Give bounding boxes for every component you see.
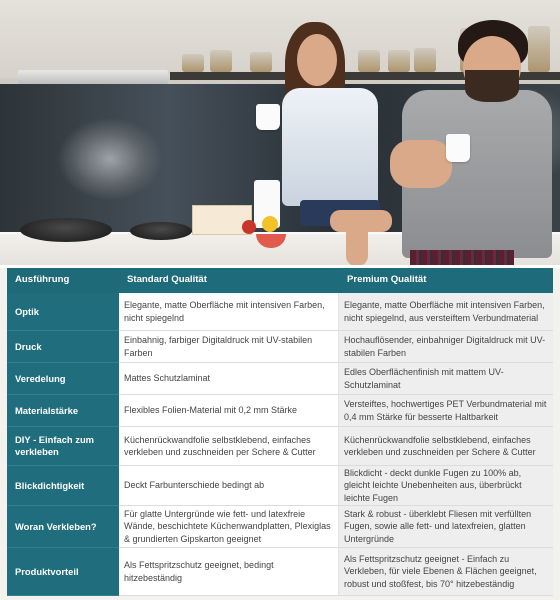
spice-jar [414, 48, 436, 72]
tomato [242, 220, 256, 234]
coffee-mug [446, 134, 470, 162]
premium-blickdichtigkeit: Blickdicht - deckt dunkle Fugen zu 100% ab, gleicht leichte Unebenheiten aus, überbrückt leichte Fugen [339, 466, 553, 506]
kitchen-photo [0, 0, 560, 268]
premium-diy: Küchenrückwandfolie selbstklebend, einfaches verkleben und zuschneiden per Schere & Cutter [339, 427, 553, 466]
spice-jar [358, 50, 380, 72]
standard-produktvorteil: Als Fettspritzschutz geeignet, bedingt hitzebeständig [119, 548, 339, 596]
premium-produktvorteil: Als Fettspritzschutz geeignet - Einfach zu Verkleben, für viele Ebenen & Flächen geeignet, robust und stoßfest, bis 70° hitzebeständig [339, 548, 553, 596]
standard-optik: Elegante, matte Oberfläche mit intensiven Farben, nicht spiegelnd [119, 293, 339, 331]
row-label-blickdichtigkeit: Blickdichtigkeit [7, 466, 119, 506]
pepper [262, 216, 278, 232]
standard-blickdichtigkeit: Deckt Farbunterschiede bedingt ab [119, 466, 339, 506]
row-label-diy: DIY - Einfach zum verkleben [7, 427, 119, 466]
spice-jar [210, 50, 232, 72]
header-standard: Standard Qualität [119, 268, 339, 293]
premium-druck: Hochauflösender, einbahniger Digitaldruck mit UV-stabilen Farben [339, 331, 553, 363]
row-label-veredelung: Veredelung [7, 363, 119, 395]
row-label-optik: Optik [7, 293, 119, 331]
frying-pan [20, 218, 112, 242]
premium-materialstaerke: Versteiftes, hochwertiges PET Verbundmaterial mit 0,4 mm Stärke für besserte Haltbarkeit [339, 395, 553, 427]
spice-jar [250, 52, 272, 72]
spice-jar [388, 50, 410, 72]
row-label-produktvorteil: Produktvorteil [7, 548, 119, 596]
man-arm [390, 140, 452, 188]
spice-jar [182, 54, 204, 72]
woman-shirt [282, 88, 378, 206]
coffee-mug [256, 104, 280, 130]
row-label-woran-verkleben: Woran Verkleben? [7, 506, 119, 548]
spice-jar [528, 26, 550, 72]
premium-veredelung: Edles Oberflächenfinish mit mattem UV-Schutzlaminat [339, 363, 553, 395]
comparison-table [7, 268, 553, 596]
premium-woran-verkleben: Stark & robust - überklebt Fliesen mit verfüllten Fugen, sowie alle fett- und latexfreien, glatten Untergründe [339, 506, 553, 548]
standard-veredelung: Mattes Schutzlaminat [119, 363, 339, 395]
standard-diy: Küchenrückwandfolie selbstklebend, einfaches verkleben und zuschneiden per Schere & Cutter [119, 427, 339, 466]
row-label-druck: Druck [7, 331, 119, 363]
man-beard [465, 70, 519, 102]
premium-optik: Elegante, matte Oberfläche mit intensiven Farben, nicht spiegelnd, aus versteiftem Verbundmaterial [339, 293, 553, 331]
standard-druck: Einbahnig, farbiger Digitaldruck mit UV-stabilen Farben [119, 331, 339, 363]
woman-leg [346, 222, 368, 266]
woman-face [297, 34, 337, 86]
row-label-materialstaerke: Materialstärke [7, 395, 119, 427]
cooker-hood [18, 70, 168, 84]
frying-pan [130, 222, 192, 240]
standard-woran-verkleben: Für glatte Untergründe wie fett- und latexfreie Wände, beschichtete Küchenwandplatten, Plexiglas & grundierten Gipskarton geeignet [119, 506, 339, 548]
standard-materialstaerke: Flexibles Folien-Material mit 0,2 mm Stärke [119, 395, 339, 427]
header-premium: Premium Qualität [339, 268, 553, 293]
header-feature: Ausführung [7, 268, 119, 293]
